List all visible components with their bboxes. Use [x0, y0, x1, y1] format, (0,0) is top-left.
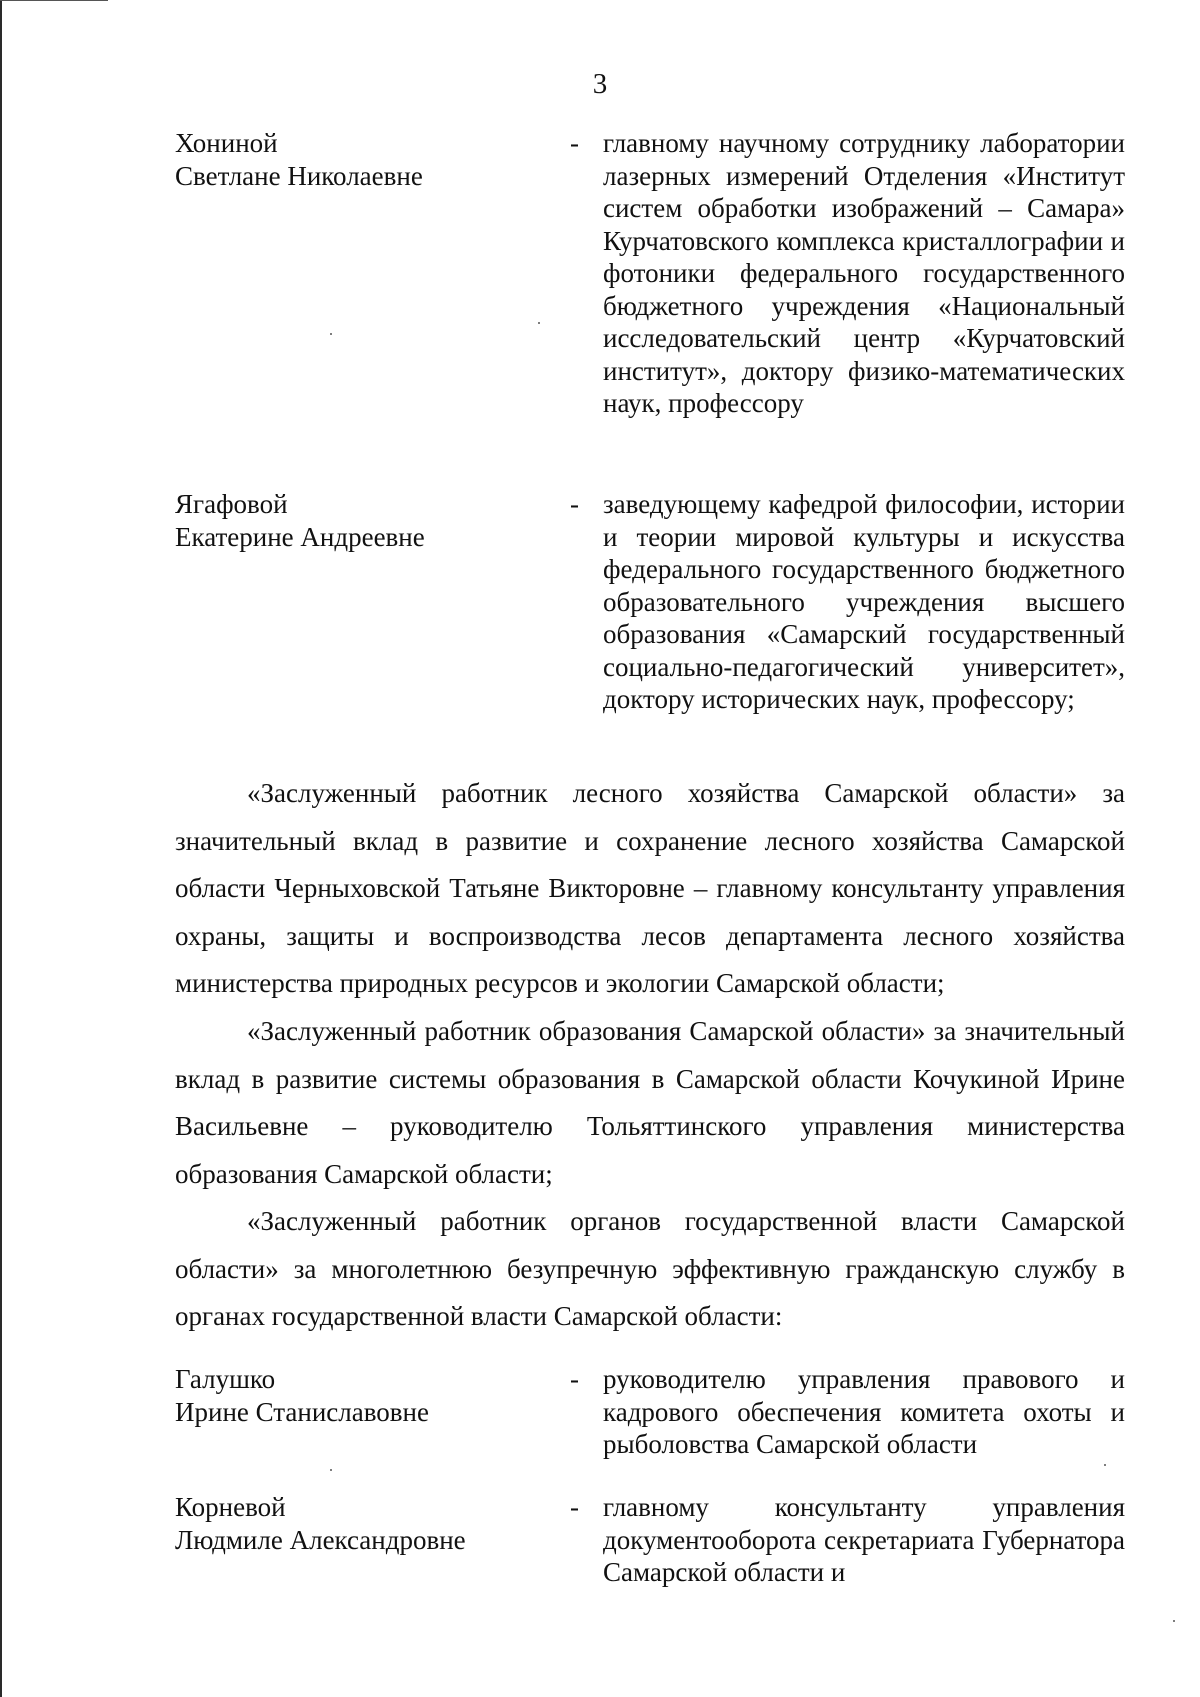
- recipient-name: [175, 1363, 555, 1428]
- recipient-given-name: Екатерине Андреевне: [175, 521, 425, 552]
- scan-speck: [538, 322, 540, 324]
- recipient-name: [175, 1491, 555, 1556]
- recipient-given-name: Ирине Станиславовне: [175, 1396, 429, 1427]
- entry-dash: -: [570, 1364, 579, 1394]
- recipient-position: заведующему кафедрой философии, истории и теории мировой культуры и искусства федерального государственного бюджетного образовательного учреждения высшего образования «Самарский государственный социально-педагогический университет», доктору исторических наук, профессору;: [603, 489, 1125, 714]
- recipient-surname: Хониной: [175, 128, 278, 158]
- recipient-name: [175, 127, 555, 192]
- award-paragraph-civil-service: «Заслуженный работник органов государственной власти Самарской области» за многолетнюю безупречную эффективную гражданскую службу в органах государственной власти Самарской области:: [175, 1206, 1125, 1331]
- recipient-position: руководителю управления правового и кадрового обеспечения комитета охоты и рыболовства Самарской области: [603, 1364, 1125, 1459]
- recipient-surname: Ягафовой: [175, 489, 288, 519]
- recipient-surname: Галушко: [175, 1364, 276, 1394]
- recipient-given-name: Светлане Николаевне: [175, 160, 423, 191]
- scan-speck: [330, 333, 332, 335]
- scan-speck: [1173, 1620, 1175, 1622]
- scan-speck: [1104, 1464, 1106, 1466]
- recipient-position: главному консультанту управления документооборота секретариата Губернатора Самарской области и: [603, 1492, 1125, 1587]
- recipient-given-name: Людмиле Александровне: [175, 1524, 466, 1555]
- entry-dash: -: [570, 128, 579, 158]
- entry-dash: -: [570, 1492, 579, 1522]
- page-number: 3: [592, 68, 608, 100]
- entry-dash: -: [570, 489, 579, 519]
- scan-speck: [330, 1469, 332, 1471]
- award-paragraph-education: «Заслуженный работник образования Самарской области» за значительный вклад в развитие системы образования в Самарской области Кочукиной Ирине Васильевне – руководителю Тольяттинского управления министерства образования Самарской области;: [175, 1016, 1125, 1189]
- recipient-name: [175, 488, 555, 553]
- award-paragraph-forestry: «Заслуженный работник лесного хозяйства Самарской области» за значительный вклад в развитие и сохранение лесного хозяйства Самарской области Черныховской Татьяне Викторовне – главному консультанту управления охраны, защиты и воспроизводства лесов департамента лесного хозяйства министерства природных ресурсов и экологии Самарской области;: [175, 778, 1125, 998]
- recipient-position: главному научному сотруднику лаборатории лазерных измерений Отделения «Институт систем обработки изображений – Самара» Курчатовского комплекса кристаллографии и фотоники федерального государственного бюджетного учреждения «Национальный исследовательский центр «Курчатовский институт», доктору физико-математических наук, профессору: [603, 128, 1125, 418]
- recipient-surname: Корневой: [175, 1492, 286, 1522]
